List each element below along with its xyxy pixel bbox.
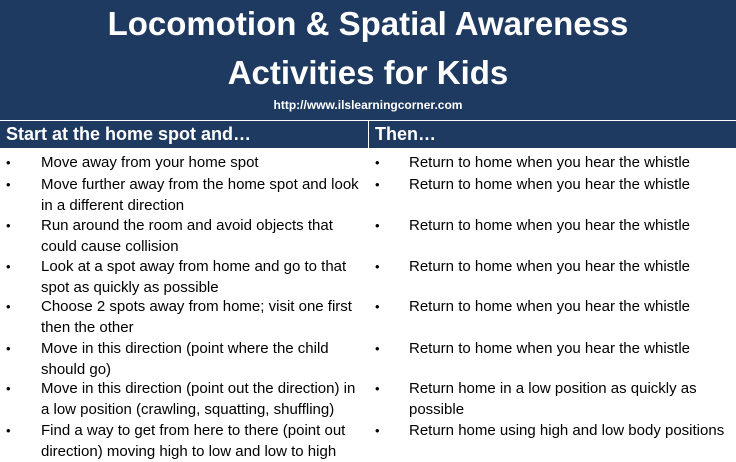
start-text: Choose 2 spots away from home; visit one first then the other [41, 298, 352, 336]
bullet-icon: • [6, 218, 11, 233]
start-text: Move away from your home spot [41, 154, 259, 171]
bullet-icon: • [375, 218, 380, 233]
then-text: Return to home when you hear the whistle [409, 154, 690, 171]
header-banner [0, 0, 736, 120]
bullet-icon: • [6, 341, 11, 356]
bullet-icon: • [6, 299, 11, 314]
bullet-icon: • [375, 299, 380, 314]
start-text: Move further away from the home spot and look in a different direction [41, 176, 359, 214]
bullet-icon: • [6, 381, 11, 396]
bullet-icon: • [375, 155, 380, 170]
bullet-icon: • [375, 259, 380, 274]
then-text: Return home using high and low body positions [409, 422, 725, 439]
then-text: Return to home when you hear the whistle [409, 176, 690, 193]
column-header-then: Then… [369, 121, 736, 148]
start-text: Run around the room and avoid objects that could cause collision [41, 217, 333, 255]
title-line-1: Locomotion & Spatial Awareness [107, 5, 629, 42]
bullet-icon: • [375, 423, 380, 438]
bullet-icon: • [375, 177, 380, 192]
bullet-icon: • [6, 155, 11, 170]
bullet-icon: • [6, 423, 11, 438]
bullet-icon: • [6, 177, 11, 192]
then-text: Return home in a low position as quickly as possible [409, 380, 697, 418]
start-text: Look at a spot away from home and go to that spot as quickly as possible [41, 258, 347, 296]
bullet-icon: • [375, 381, 380, 396]
then-text: Return to home when you hear the whistle [409, 340, 690, 357]
then-text: Return to home when you hear the whistle [409, 298, 690, 315]
title-line-2: Activities for Kids [227, 54, 509, 91]
start-text: Move in this direction (point out the direction) in a low position (crawling, squatting, shuffling) [41, 380, 356, 418]
bullet-icon: • [375, 341, 380, 356]
start-text: Move in this direction (point where the child should go) [41, 340, 329, 378]
start-text: Find a way to get from here to there (point out direction) moving high to low and low to high [41, 422, 346, 460]
website-url[interactable]: http://www.ilslearningcorner.com [273, 98, 463, 112]
bullet-icon: • [6, 259, 11, 274]
column-header-start: Start at the home spot and… [0, 121, 368, 148]
then-text: Return to home when you hear the whistle [409, 217, 690, 234]
then-text: Return to home when you hear the whistle [409, 258, 690, 275]
